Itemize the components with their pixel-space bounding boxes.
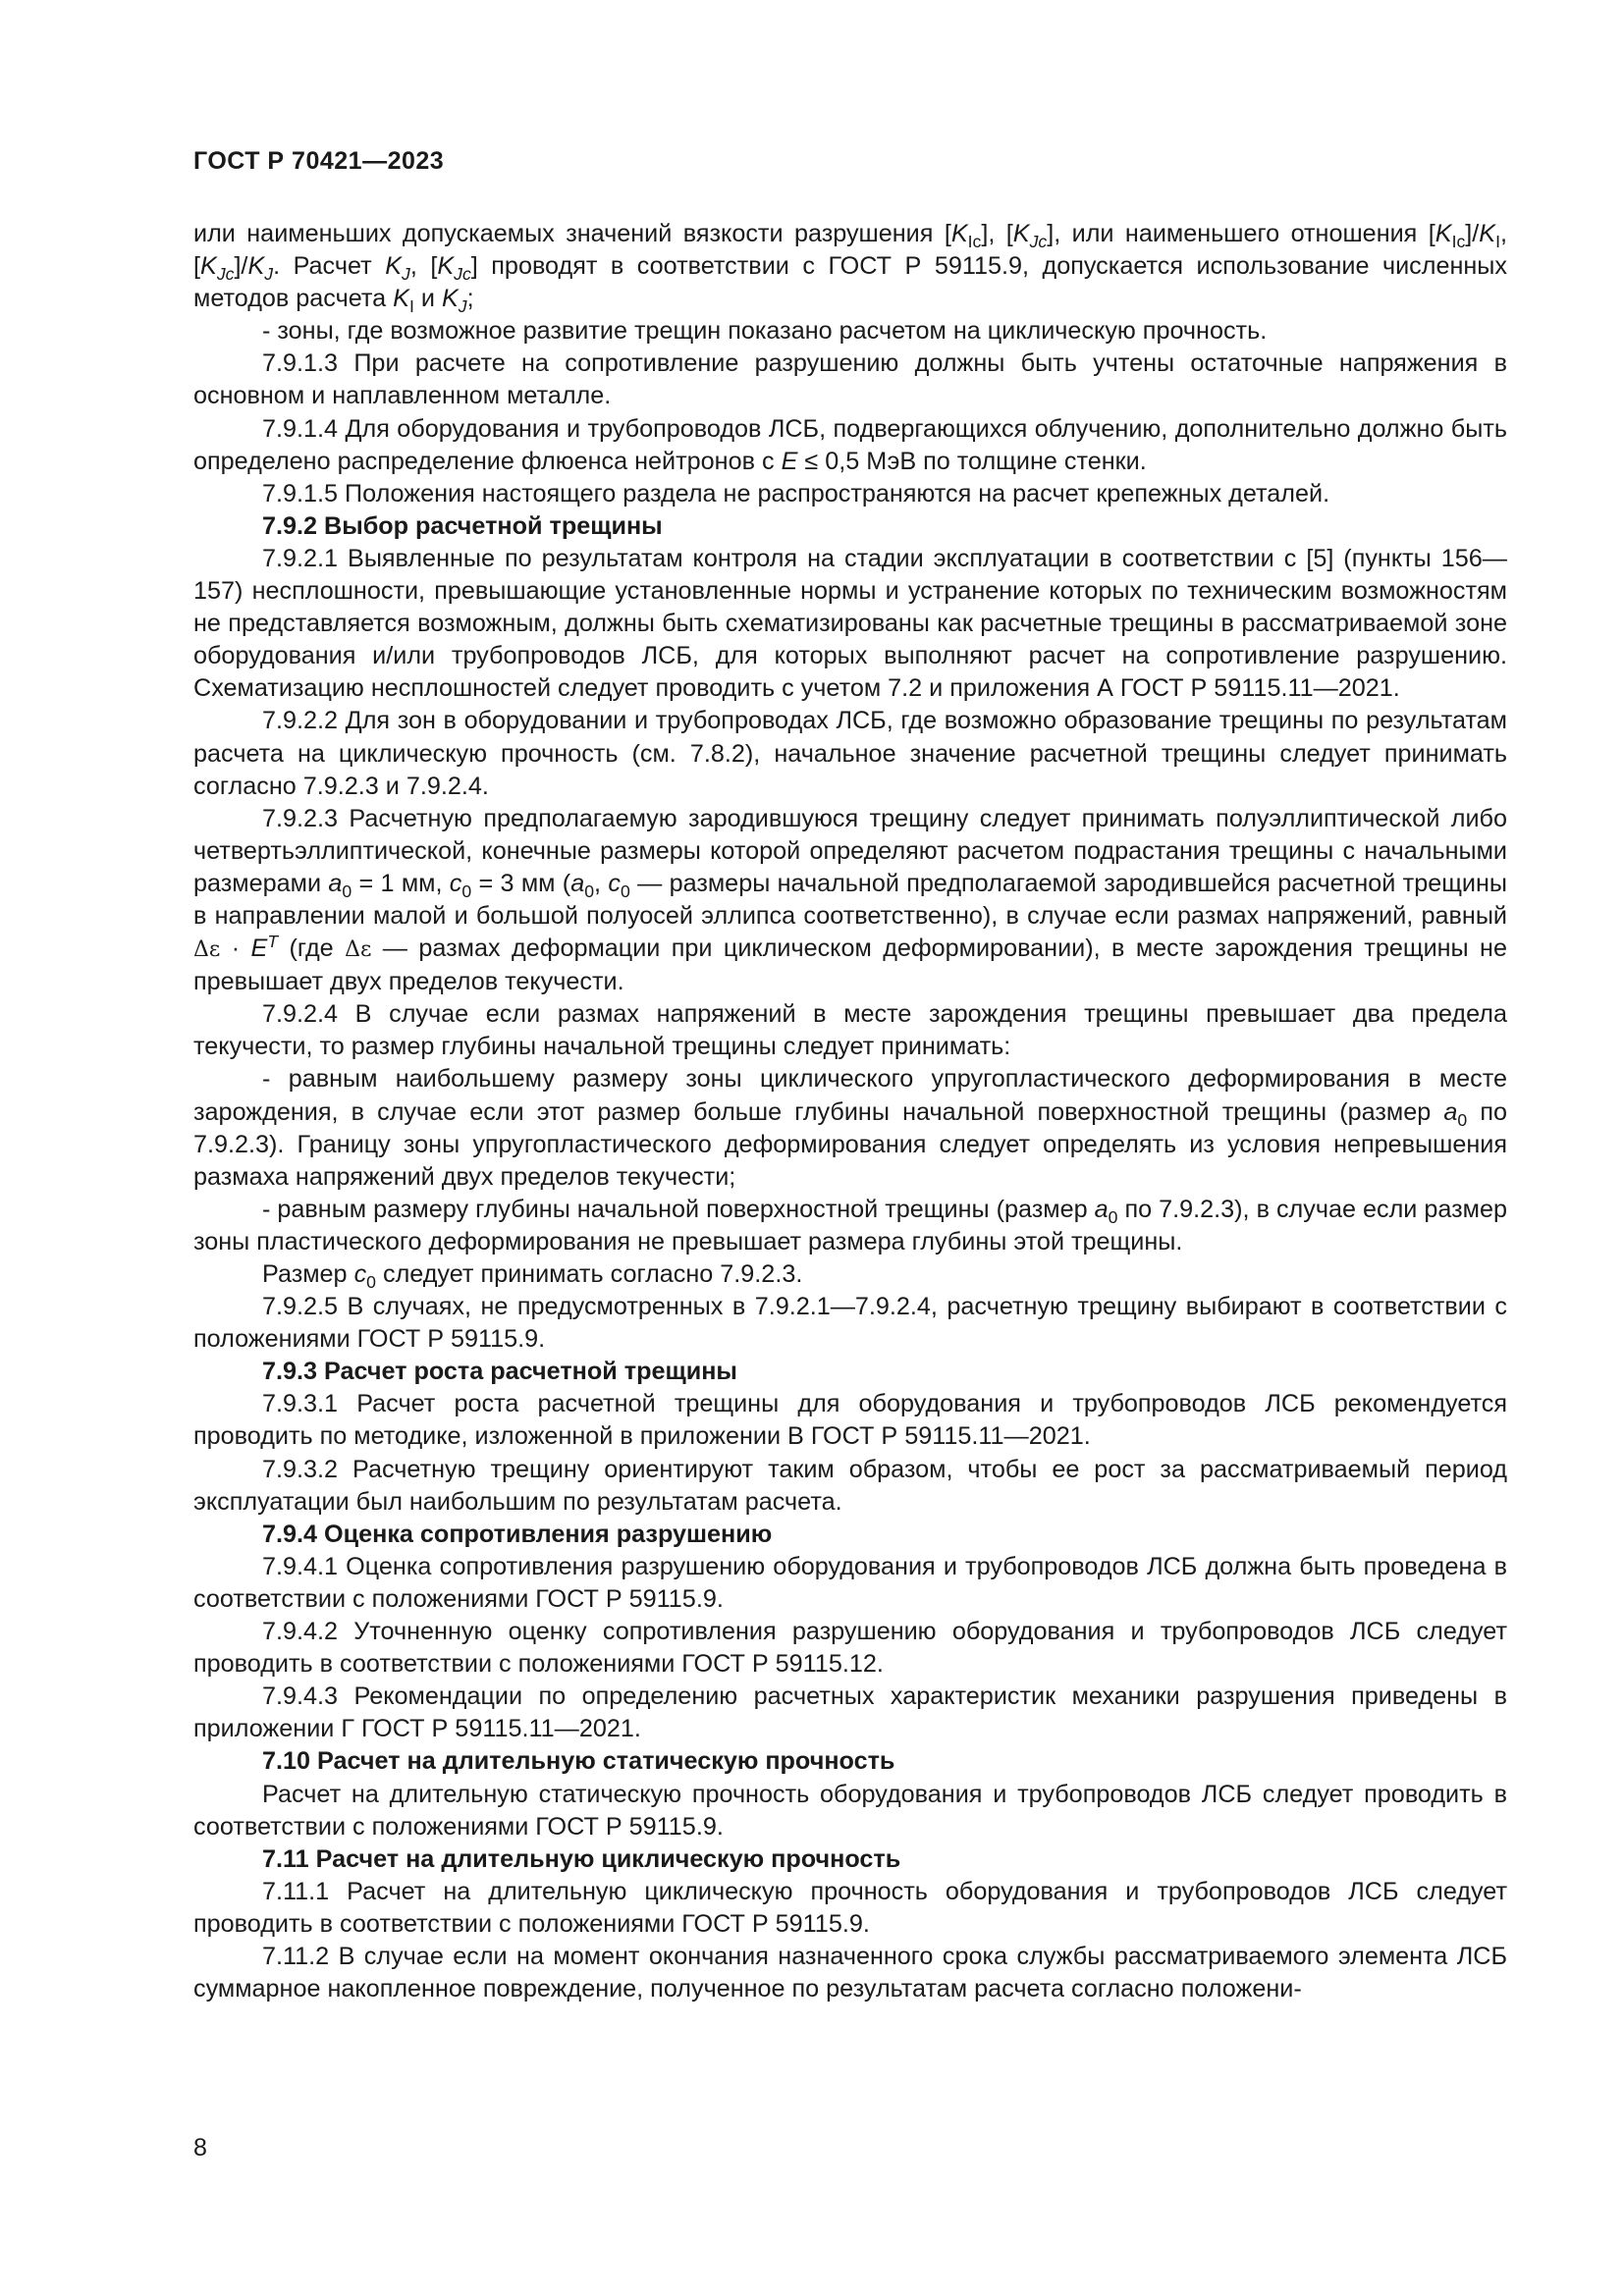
section-heading: 7.11 Расчет на длительную циклическую прочность <box>262 1844 901 1873</box>
section-heading: 7.10 Расчет на длительную статическую прочность <box>262 1747 895 1776</box>
list-item: - равным размеру глубины начальной поверхностной трещины (размер $a_0$ по 7.9.2.3), в случае если размер зоны пластического деформирования не превышает размера глубины этой трещины. <box>193 1195 1507 1255</box>
list-item: - равным наибольшему размеру зоны циклического упругопластического деформирования в месте зарождения, в случае если этот размер больше глубины начальной поверхностной трещины (размер $a_0$ по 7.9.2.3). Границу зоны упругопластического деформирования следует определять из условия непревышения размаха напряжений двух пределов текучести; <box>193 1065 1507 1191</box>
section-heading: 7.9.2 Выбор расчетной трещины <box>262 511 663 540</box>
page-number: 8 <box>193 2134 207 2162</box>
paragraph: 7.9.4.3 Рекомендации по определению расчетных характеристик механики разрушения приведены в приложении Г ГОСТ Р 59115.11—2021. <box>193 1682 1507 1743</box>
paragraph: 7.9.2.5 В случаях, не предусмотренных в 7.9.2.1—7.9.2.4, расчетную трещину выбирают в соответствии с положениями ГОСТ Р 59115.9. <box>193 1293 1507 1354</box>
paragraph: Расчет на длительную статическую прочность оборудования и трубопроводов ЛСБ следует проводить в соответствии с положениями ГОСТ Р 59115.9. <box>193 1780 1507 1841</box>
document-header: ГОСТ Р 70421—2023 <box>193 147 445 175</box>
section-heading: 7.9.3 Расчет роста расчетной трещины <box>262 1358 737 1386</box>
paragraph: 7.11.1 Расчет на длительную циклическую прочность оборудования и трубопроводов ЛСБ следует проводить в соответствии с положениями ГОСТ Р 59115.9. <box>193 1877 1507 1938</box>
paragraph: Размер $c_0$ следует принимать согласно 7.9.2.3. <box>262 1260 803 1293</box>
paragraph: 7.9.3.1 Расчет роста расчетной трещины для оборудования и трубопроводов ЛСБ рекомендуется проводить по методике, изложенной в приложении В ГОСТ Р 59115.11—2021. <box>193 1390 1507 1451</box>
paragraph: или наименьших допускаемых значений вязкости разрушения $[K_{Ic}]$, $[K_{Jc}]$, или наименьшего отношения $[K_{Ic}]/K_I$, $[K_{Jc}]/K_J$. Расчет $K_J$, $[K_{Jc}]$ проводят в соответствии с ГОСТ Р 59115.9, допускается использование численных методов расчета $K_I$ и $K_J$; <box>193 220 1507 317</box>
paragraph: 7.9.4.2 Уточненную оценку сопротивления разрушению оборудования и трубопроводов ЛСБ следует проводить в соответствии с положениями ГОСТ Р 59115.12. <box>193 1618 1507 1679</box>
paragraph: 7.9.2.2 Для зон в оборудовании и трубопроводах ЛСБ, где возможно образование трещины по результатам расчета на циклическую прочность (см. 7.8.2), начальное значение расчетной трещины следует принимать согласно 7.9.2.3 и 7.9.2.4. <box>193 707 1507 800</box>
paragraph: 7.9.2.3 Расчетную предполагаемую зародившуюся трещину следует принимать полуэллиптической либо четвертьэллиптической, конечные размеры которой определяют расчетом подрастания трещины с начальными размерами $a_0 = 1$ мм, $c_0 = 3$ мм ($a_0$, $c_0$ — размеры начальной предполагаемой зародившейся расчетной трещины в направлении малой и большой полуосей эллипса соответственно), в случае если размах напряжений, равный $\Delta\varepsilon \cdot E^T$ (где Δε — размах деформации при циклическом деформировании), в месте зарождения трещины не превышает двух пределов текучести. <box>193 804 1508 996</box>
paragraph: 7.9.2.4 В случае если размах напряжений в месте зарождения трещины превышает два предела текучести, то размер глубины начальной трещины следует принимать: <box>193 1000 1507 1061</box>
page-body <box>193 218 1507 2005</box>
paragraph: 7.9.4.1 Оценка сопротивления разрушению оборудования и трубопроводов ЛСБ должна быть проведена в соответствии с положениями ГОСТ Р 59115.9. <box>193 1552 1507 1613</box>
paragraph: 7.9.1.3 При расчете на сопротивление разрушению должны быть учтены остаточные напряжения в основном и наплавленном металле. <box>193 349 1507 410</box>
paragraph: 7.11.2 В случае если на момент окончания назначенного срока службы рассматриваемого элемента ЛСБ суммарное накопленное повреждение, полученное по результатам расчета согласно положени- <box>193 1942 1507 2003</box>
paragraph: 7.9.1.4 Для оборудования и трубопроводов ЛСБ, подвергающихся облучению, дополнительно должно быть определено распределение флюенса нейтронов с E ≤ 0,5 МэВ по толщине стенки. <box>193 414 1507 475</box>
paragraph: 7.9.3.2 Расчетную трещину ориентируют таким образом, чтобы ее рост за рассматриваемый период эксплуатации был наибольшим по результатам расчета. <box>193 1455 1507 1516</box>
paragraph: 7.9.2.1 Выявленные по результатам контроля на стадии эксплуатации в соответствии с [5] (пункты 156—157) несплошности, превышающие установленные нормы и устранение которых по техническим возможностям не представляется возможным, должны быть схематизированы как расчетные трещины в рассматриваемой зоне оборудования и/или трубопроводов ЛСБ, для которых выполняют расчет на сопротивление разрушению. Схематизацию несплошностей следует проводить с учетом 7.2 и приложения А ГОСТ Р 59115.11—2021. <box>193 544 1507 703</box>
list-item: - зоны, где возможное развитие трещин показано расчетом на циклическую прочность. <box>262 317 1268 346</box>
section-heading: 7.9.4 Оценка сопротивления разрушению <box>262 1520 773 1548</box>
paragraph: 7.9.1.5 Положения настоящего раздела не распространяются на расчет крепежных деталей. <box>262 479 1330 507</box>
